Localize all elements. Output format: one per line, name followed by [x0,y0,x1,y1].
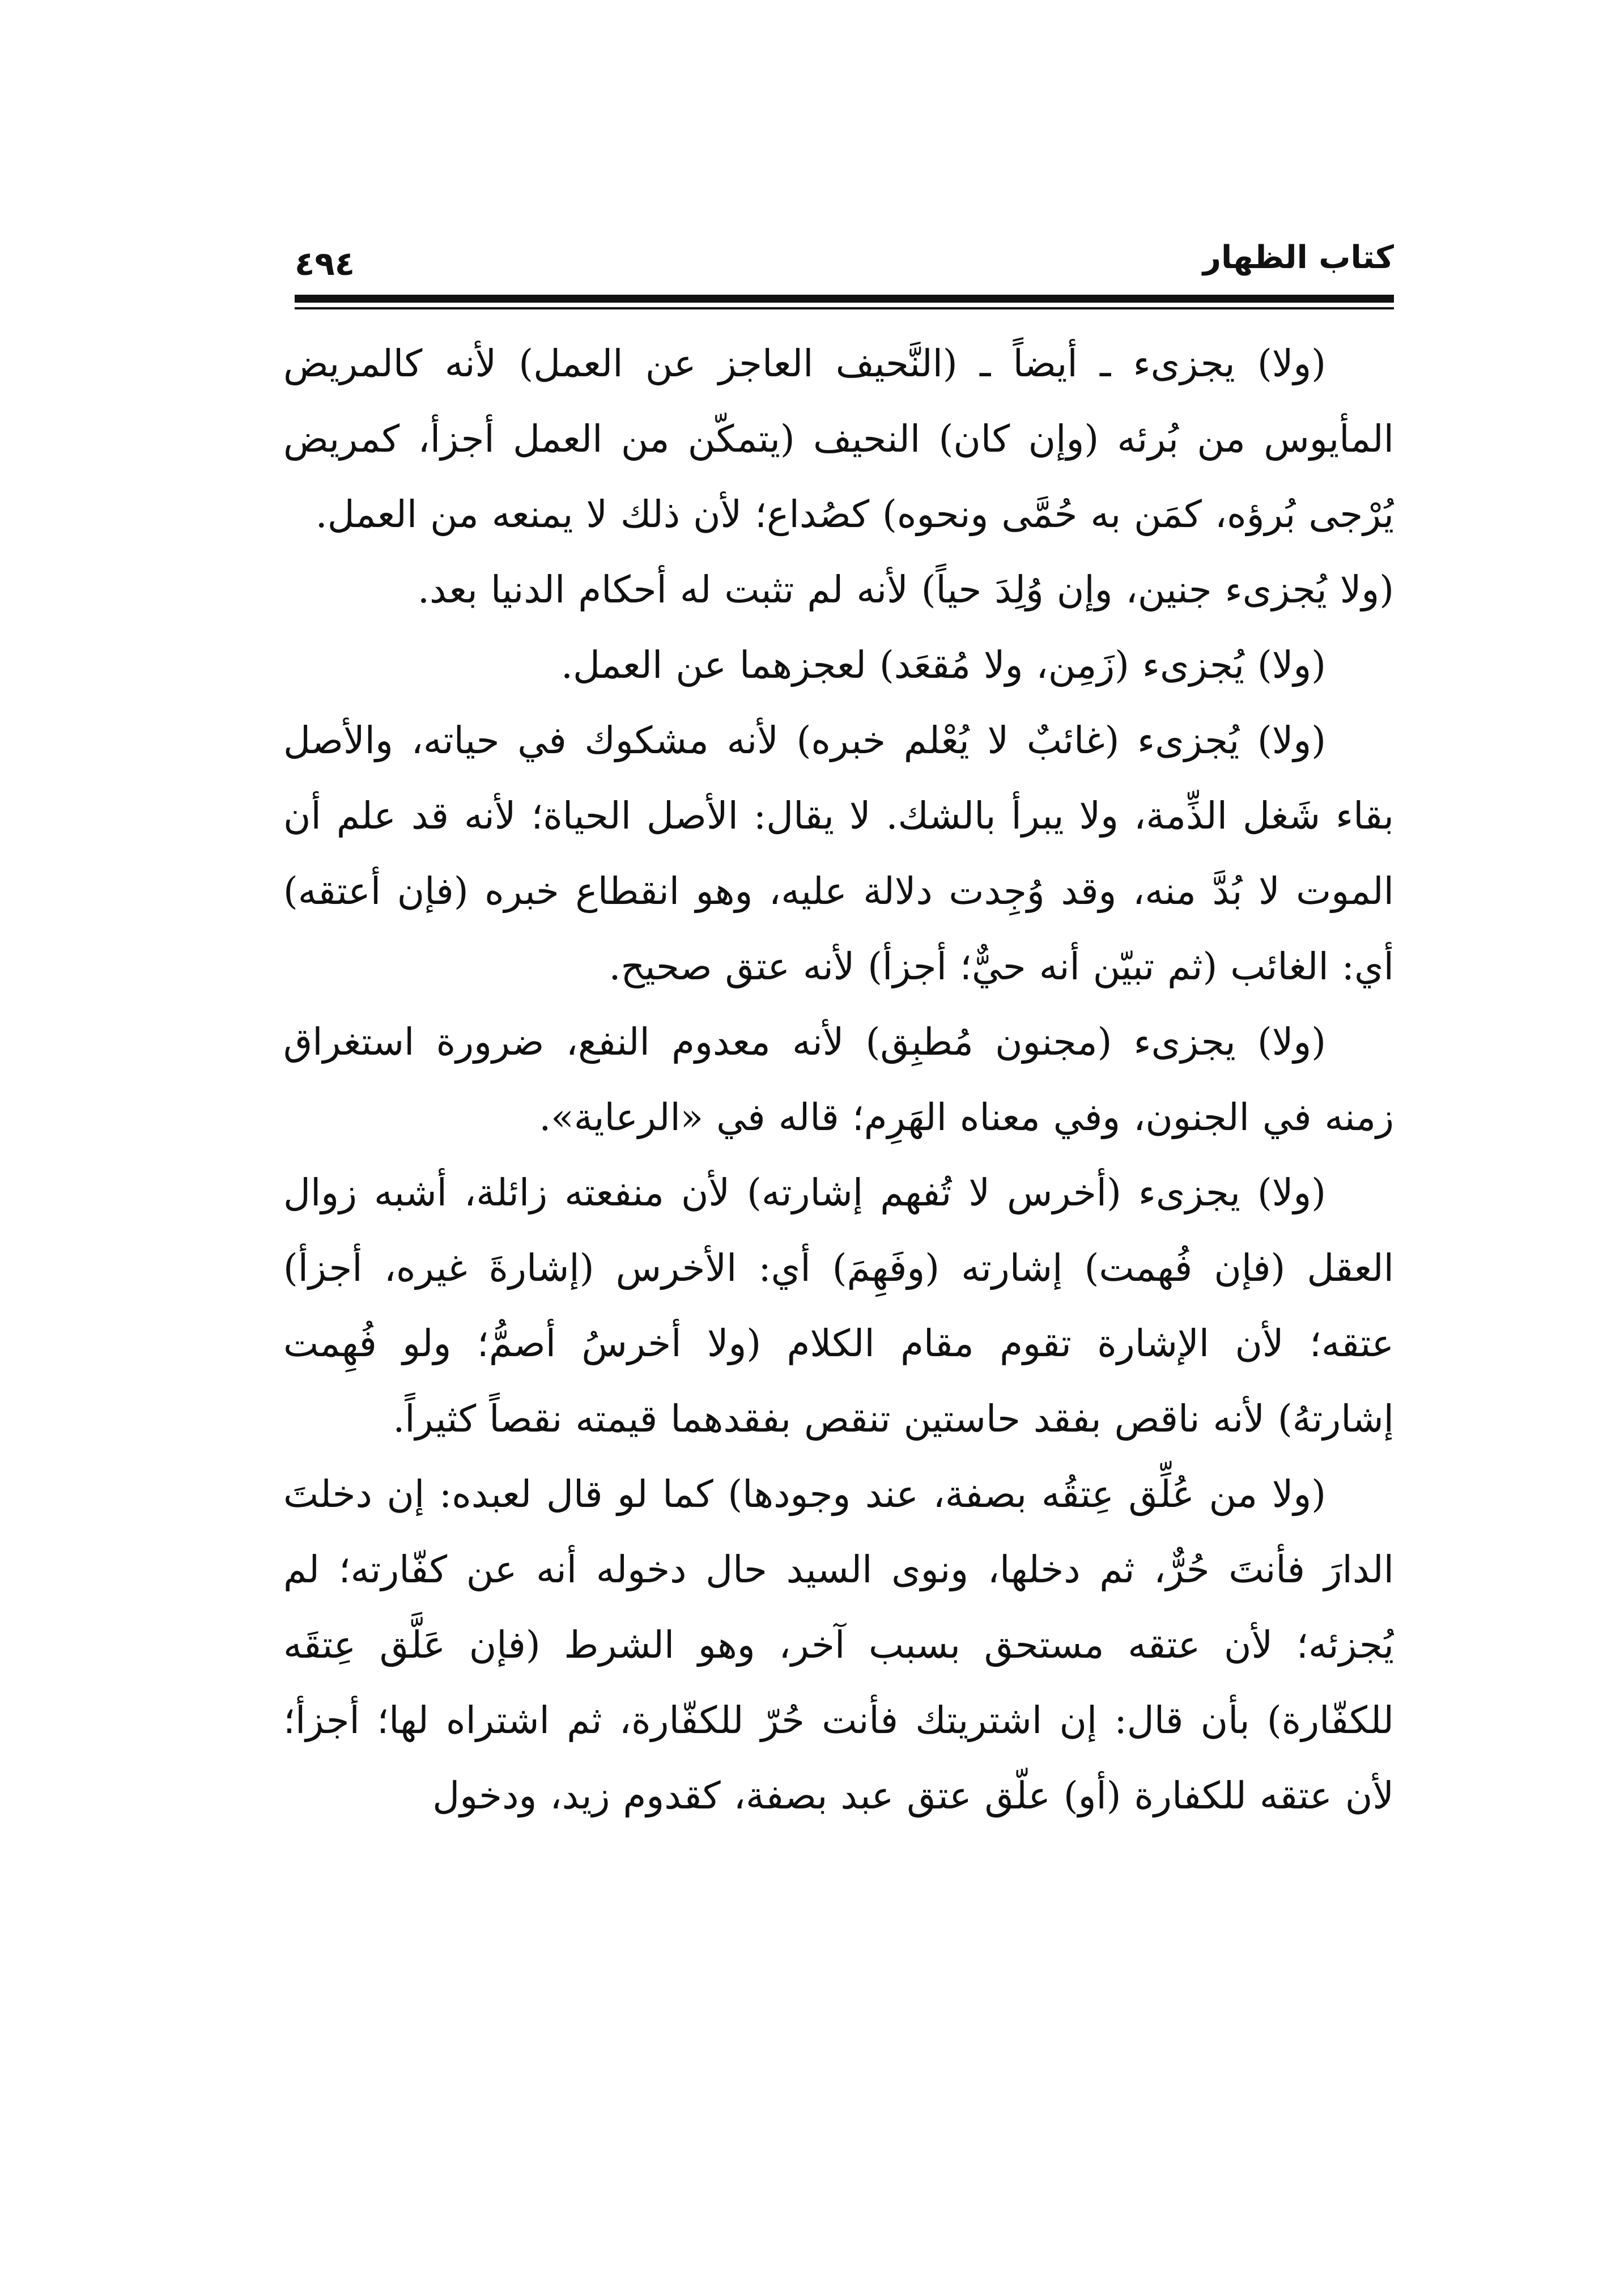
header-rule-thick [295,295,1394,303]
paragraph: (ولا يُجزىء جنين، وإن وُلِدَ حياً) لأنه لم تثبت له أحكام الدنيا بعد. [418,568,1394,612]
page-number: ٤٩٤ [295,244,355,283]
paragraph: (ولا) يجزىء ـ أيضاً ـ (النَّحيف العاجز عن العمل) لأنه كالمريض المأيوس من بُرئه (وإن كان) النحيف (يتمكّن من العمل أجزأ، كمريض يُرْجى بُرؤه، كمَن به حُمَّى ونحوه) كصُداع؛ لأن ذلك لا يمنعه من العمل. [283,342,1394,536]
paragraph: (ولا) يجزىء (مجنون مُطبِق) لأنه معدوم النفع، ضرورة استغراق زمنه في الجنون، وفي معناه الهَرِم؛ قاله في «الرعاية». [283,1020,1394,1139]
paragraph: (ولا) يُجزىء (زَمِن، ولا مُقعَد) لعجزهما عن العمل. [560,643,1326,687]
page-header [295,232,1394,295]
running-title: كتاب الظهار [1202,239,1394,276]
paragraph: (ولا) يجزىء (أخرس لا تُفهم إشارته) لأن منفعته زائلة، أشبه زوال العقل (فإن فُهمت) إشارته (وفَهِمَ) أي: الأخرس (إشارةَ غيره، أجزأ) عتقه؛ لأن الإشارة تقوم مقام الكلام (ولا أخرسُ أصمُّ؛ ولو فُهِمت إشارتهُ) لأنه ناقص بفقد حاستين تنقص بفقدهما قيمته نقصاً كثيراً. [283,1171,1394,1441]
paragraph: (ولا من عُلِّق عِتقُه بصفة، عند وجودها) كما لو قال لعبده: إن دخلتَ الدارَ فأنتَ حُرٌّ، ثم دخلها، ونوى السيد حال دخوله أنه عن كفّارته؛ لم يُجزئه؛ لأن عتقه مستحق بسبب آخر، وهو الشرط (فإن عَلَّق عِتقَه للكفّارة) بأن قال: إن اشتريتك فأنت حُرّ للكفّارة، ثم اشتراه لها؛ أجزأ؛ لأن عتقه للكفارة (أو) علّق عتق عبد بصفة، كقدوم زيد، ودخول [283,1472,1394,1818]
header-rule-thin [295,307,1394,309]
body-text [283,326,1394,2094]
paragraph: (ولا) يُجزىء (غائبٌ لا يُعْلم خبره) لأنه مشكوك في حياته، والأصل بقاء شَغل الذِّمة، ولا يبرأ بالشك. لا يقال: الأصل الحياة؛ لأنه قد علم أن الموت لا بُدَّ منه، وقد وُجِدت دلالة عليه، وهو انقطاع خبره (فإن أعتقه) أي: الغائب (ثم تبيّن أنه حيٌّ؛ أجزأ) لأنه عتق صحيح. [283,719,1394,988]
